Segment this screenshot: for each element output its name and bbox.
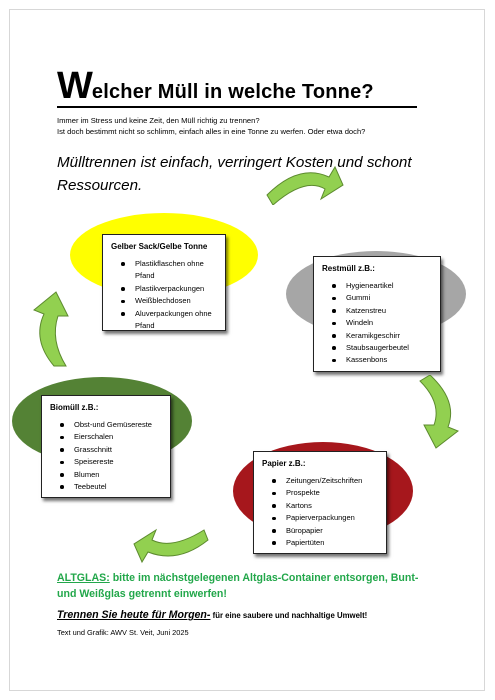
biomuell-list xyxy=(50,419,162,493)
biomuell-box xyxy=(41,395,171,498)
list-item: Blumen xyxy=(74,469,162,481)
list-item: Staubsaugerbeutel xyxy=(346,342,432,354)
list-item: Papiertüten xyxy=(286,537,378,549)
papier-box xyxy=(253,451,387,554)
list-item: Büropapier xyxy=(286,525,378,537)
intro-line-1: Immer im Stress und keine Zeit, den Müll richtig zu trennen? xyxy=(57,116,260,125)
arrow-left-up-icon xyxy=(30,290,72,368)
list-item: Obst-und Gemüsereste xyxy=(74,419,162,431)
gelber-sack-title: Gelber Sack/Gelbe Tonne xyxy=(111,242,208,251)
list-item: Eierschalen xyxy=(74,431,162,443)
slogan xyxy=(57,605,367,623)
arrow-top-right-icon xyxy=(265,165,345,205)
slogan-emphasis: Trennen Sie heute für Morgen- xyxy=(57,609,211,621)
altglas-note xyxy=(57,570,437,602)
list-item: Weißblechdosen xyxy=(135,295,217,307)
list-item: Speisereste xyxy=(74,456,162,468)
slogan-tail: für eine saubere und nachhaltige Umwelt! xyxy=(210,611,368,620)
list-item: Zeitungen/Zeitschriften xyxy=(286,475,378,487)
title-initial: W xyxy=(57,65,92,107)
list-item: Kartons xyxy=(286,500,378,512)
gelber-sack-list xyxy=(111,258,217,332)
title-text: elcher Müll in welche Tonne? xyxy=(91,81,374,103)
list-item: Grasschnitt xyxy=(74,444,162,456)
arrow-right-down-icon xyxy=(418,375,466,450)
arrow-bottom-left-icon xyxy=(132,528,210,564)
credit-line: Text und Grafik: AWV St. Veit, Juni 2025 xyxy=(57,628,189,637)
intro-line-2: Ist doch bestimmt nicht so schlimm, einfach alles in eine Tonne zu werfen. Oder etwa doch? xyxy=(57,127,366,136)
list-item: Teebeutel xyxy=(74,481,162,493)
biomuell-title: Biomüll z.B.: xyxy=(50,403,99,412)
altglas-label: ALTGLAS: xyxy=(57,572,110,584)
list-item: Hygieneartikel xyxy=(346,280,432,292)
list-item: Plastikverpackungen xyxy=(135,283,217,295)
papier-list xyxy=(262,475,378,549)
tagline: Mülltrennen ist einfach, verringert Kosten und schont Ressourcen. xyxy=(57,154,412,194)
list-item: Katzenstreu xyxy=(346,305,432,317)
gelber-sack-box xyxy=(102,234,226,331)
list-item: Plastikflaschen ohne Pfand xyxy=(135,258,215,283)
list-item: Prospekte xyxy=(286,487,378,499)
restmuell-title: Restmüll z.B.: xyxy=(322,264,375,273)
list-item: Windeln xyxy=(346,317,432,329)
list-item: Gummi xyxy=(346,292,432,304)
list-item: Keramikgeschirr xyxy=(346,330,432,342)
altglas-text: bitte im nächstgelegenen Altglas-Container entsorgen, Bunt- und Weißglas getrennt einwerfen! xyxy=(57,572,419,600)
list-item: Aluverpackungen ohne Pfand xyxy=(135,308,221,333)
page-title xyxy=(57,66,417,108)
list-item: Papierverpackungen xyxy=(286,512,378,524)
list-item: Kassenbons xyxy=(346,354,432,366)
restmuell-list xyxy=(322,280,432,367)
papier-title: Papier z.B.: xyxy=(262,459,306,468)
restmuell-box xyxy=(313,256,441,372)
